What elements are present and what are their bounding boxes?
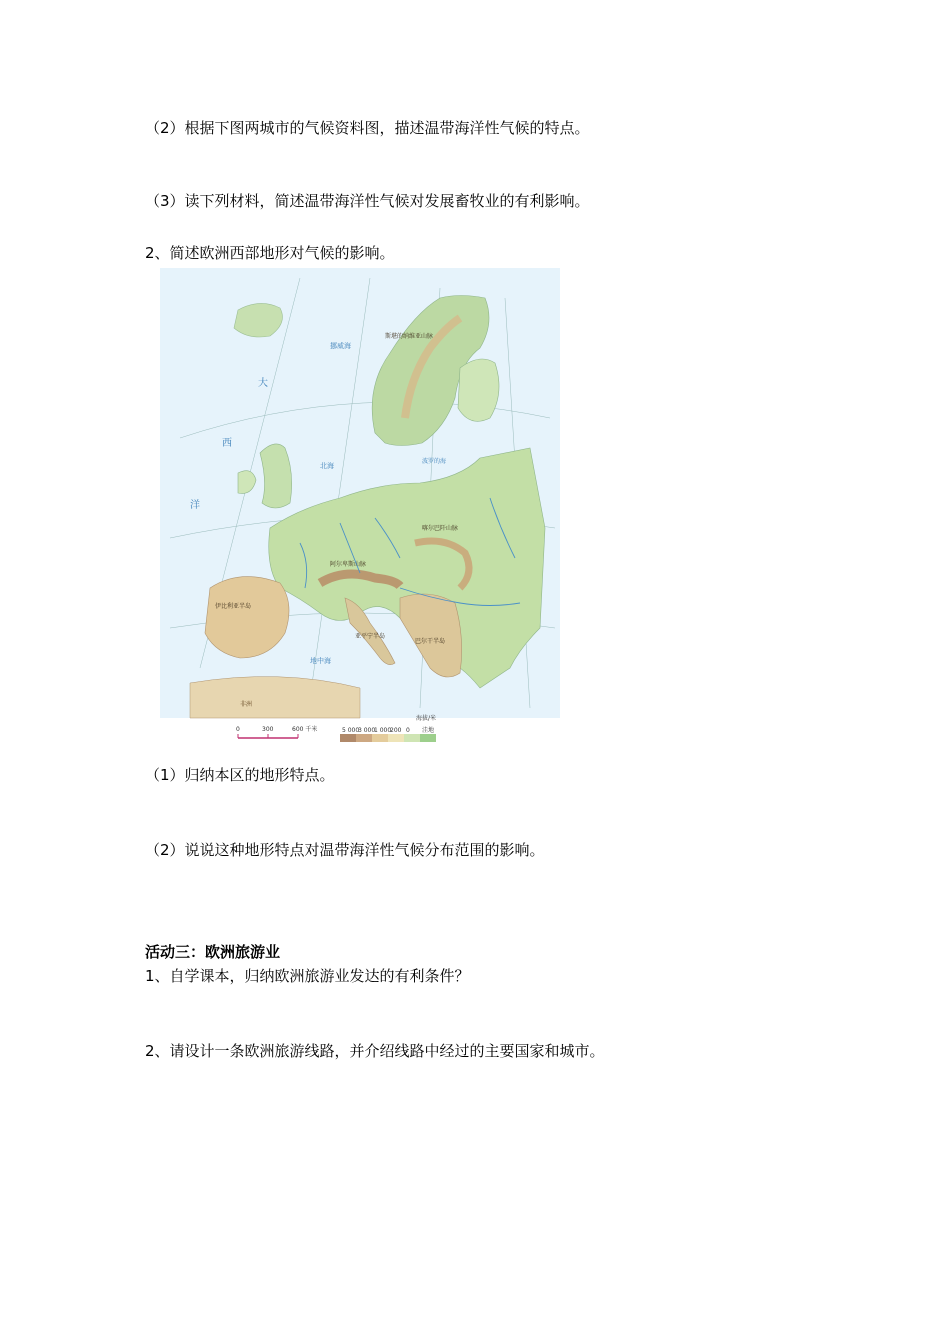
mediterranean-label: 地中海 <box>310 657 331 665</box>
sub-question-2-text: （2）说说这种地形特点对温带海洋性气候分布范围的影响。 <box>145 841 545 859</box>
scale-tick-2: 600 千米 <box>292 726 318 733</box>
atlantic-label-3: 洋 <box>190 500 200 511</box>
north-sea-label: 北海 <box>320 462 334 470</box>
activity-3-heading: 活动三：欧洲旅游业 <box>145 943 281 961</box>
elevation-tick-label: 1 000 <box>374 727 392 734</box>
alps-label: 阿尔卑斯山脉 <box>330 561 367 568</box>
great-britain-landmass <box>260 444 292 508</box>
elevation-swatch <box>340 734 356 742</box>
scale-bar <box>236 725 317 738</box>
activity-3-item-1: 1、自学课本，归纳欧洲旅游业发达的有利条件？ <box>145 967 470 985</box>
elevation-legend-title: 海拔/米 <box>416 715 437 722</box>
item-2-text: 2、简述欧洲西部地形对气候的影响。 <box>145 244 395 262</box>
elevation-tick-label: 0 <box>406 727 410 734</box>
activity-3-item-2: 2、请设计一条欧洲旅游线路，并介绍线路中经过的主要国家和城市。 <box>145 1042 605 1060</box>
atlantic-label-2: 西 <box>222 438 232 449</box>
iceland-landmass <box>234 303 282 337</box>
scandinavian-label: 斯堪的纳维亚山脉 <box>385 333 434 340</box>
iberian-label: 伊比利亚半岛 <box>215 603 252 610</box>
finland-landmass <box>458 359 499 421</box>
africa-label: 非洲 <box>240 701 253 708</box>
baltic-sea-label: 波罗的海 <box>422 458 447 465</box>
africa-coast <box>190 677 360 718</box>
elevation-tick-label: 5 000 <box>342 727 360 734</box>
question-2-text: （2）根据下图两城市的气候资料图，描述温带海洋性气候的特点。 <box>145 119 590 137</box>
scale-tick-0: 0 <box>236 726 240 733</box>
elevation-swatch <box>372 734 388 742</box>
apennine-label: 亚平宁半岛 <box>355 633 386 640</box>
question-3-text: （3）读下列材料，简述温带海洋性气候对发展畜牧业的有利影响。 <box>145 192 590 210</box>
elevation-tick-label: 洼地 <box>422 727 435 734</box>
norway-sea-label: 挪威海 <box>330 342 351 350</box>
europe-terrain-map <box>160 268 560 748</box>
scale-tick-1: 300 <box>262 726 274 733</box>
elevation-swatch <box>356 734 372 742</box>
atlantic-label-1: 大 <box>258 378 268 389</box>
elevation-tick-label: 200 <box>390 727 402 734</box>
balkan-label: 巴尔干半岛 <box>415 638 446 645</box>
elevation-swatch <box>404 734 420 742</box>
sub-question-1-text: （1）归纳本区的地形特点。 <box>145 766 335 784</box>
elevation-swatch <box>388 734 404 742</box>
carpathian-label: 喀尔巴阡山脉 <box>422 525 459 532</box>
elevation-swatch <box>420 734 436 742</box>
elevation-tick-label: 3 000 <box>358 727 376 734</box>
